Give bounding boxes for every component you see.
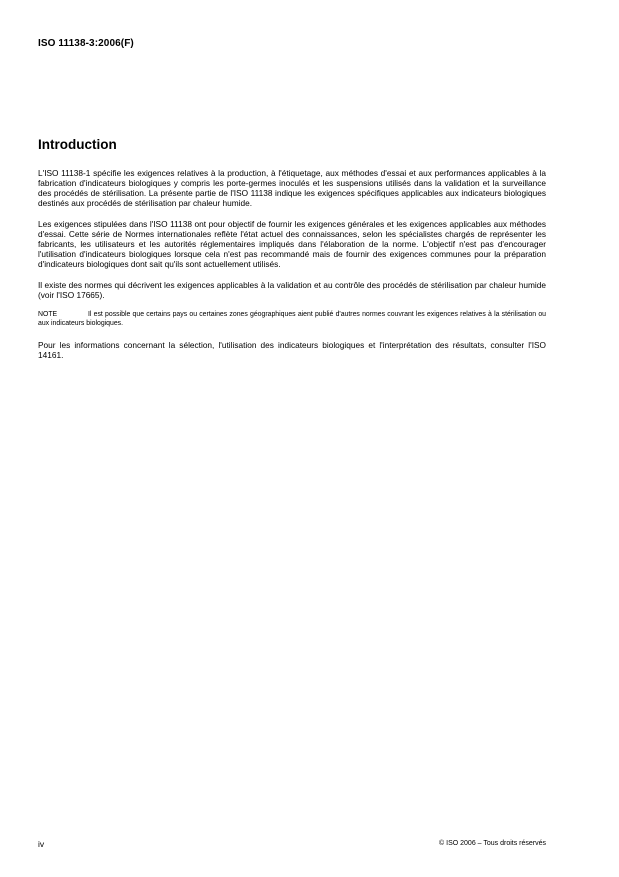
document-id: ISO 11138-3:2006(F) [38,38,134,49]
paragraph-1: L'ISO 11138-1 spécifie les exigences relatives à la production, à l'étiquetage, aux méthodes d'essai et aux performances applicables à la fabrication d'indicateurs biologiques y compris les porte-germes inoculés et les suspensions utilisés dans la validation et la surveillance des procédés de stérilisation. La présente partie de l'ISO 11138 indique les exigences spécifiques applicables aux indicateurs biologiques destinés aux procédés de stérilisation par chaleur humide. [38,168,546,208]
page-number: iv [38,839,45,849]
copyright-notice: © ISO 2006 – Tous droits réservés [439,840,546,847]
note-text: Il est possible que certains pays ou certaines zones géographiques aient publié d'autres normes couvrant les exigences relatives à la stérilisation ou aux indicateurs biologiques. [38,311,546,327]
note-label: NOTE [38,311,58,318]
paragraph-4: Pour les informations concernant la sélection, l'utilisation des indicateurs biologiques et l'interprétation des résultats, consulter l'ISO 14161. [38,340,546,361]
section-title: Introduction [38,137,117,152]
document-body [38,168,546,371]
paragraph-3: Il existe des normes qui décrivent les exigences applicables à la validation et au contrôle des procédés de stérilisation par chaleur humide (voir l'ISO 17665). [38,280,546,300]
paragraph-2: Les exigences stipulées dans l'ISO 11138 ont pour objectif de fournir les exigences générales et les exigences applicables aux méthodes d'essai. Cette série de Normes internationales reflète l'état actuel des connaissances, selon les spécialistes chargés de représenter les fabricants, les utilisateurs et les autorités réglementaires impliqués dans l'élaboration de la norme. L'objectif n'est pas d'encourager l'utilisation d'indicateurs biologiques lorsque cela n'est pas recommandé mais de fournir des exigences communes pour la préparation d'indicateurs biologiques dont sait qu'ils sont actuellement utilisés. [38,219,546,269]
note [38,311,546,328]
